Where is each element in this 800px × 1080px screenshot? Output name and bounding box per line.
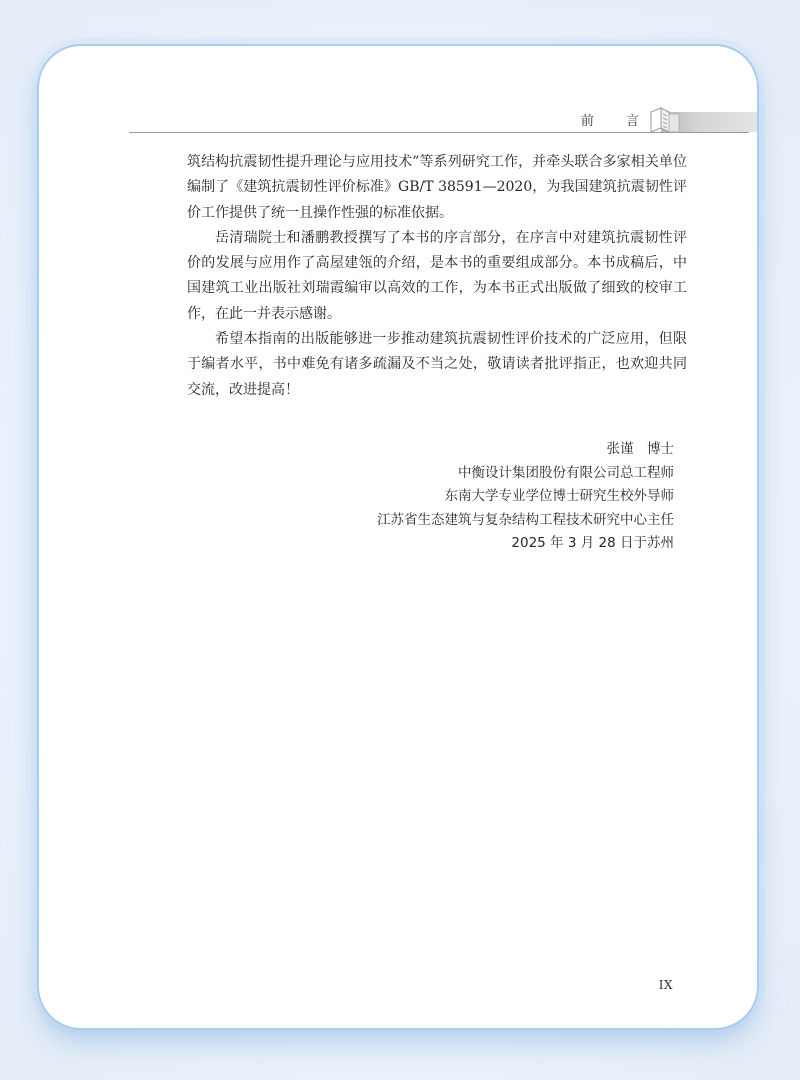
page-number: IX <box>658 978 673 992</box>
signature-date-place: 2025 年 3 月 28 日于苏州 <box>511 535 674 551</box>
paragraph-acknowledgement: 岳清瑞院士和潘鹏教授撰写了本书的序言部分，在序言中对建筑抗震韧性评价的发展与应用作了高屋建瓴的介绍，是本书的重要组成部分。本书成稿后，中国建筑工业出版社刘瑞霞编审以高效的工作，为本书正式出版做了细致的校审工作，在此一并表示感谢。 <box>187 229 687 322</box>
signature-center: 江苏省生态建筑与复杂结构工程技术研究中心主任 <box>377 511 674 528</box>
running-header-title: 前 言 <box>580 114 653 129</box>
signature-position: 中衡设计集团股份有限公司总工程师 <box>458 464 674 481</box>
signature-affiliation: 东南大学专业学位博士研究生校外导师 <box>444 488 674 504</box>
header-rule <box>129 132 749 133</box>
document-page <box>37 44 759 1030</box>
paragraph-closing: 希望本指南的出版能够进一步推动建筑抗震韧性评价技术的广泛应用，但限于编者水平，书中难免有诸多疏漏及不当之处，敬请读者批评指正，也欢迎共同交流，改进提高！ <box>187 331 687 398</box>
background-top-shadow <box>70 0 730 30</box>
signature-name: 张谨 博士 <box>606 441 674 457</box>
signature-block <box>377 438 674 556</box>
paragraph-continuation: 筑结构抗震韧性提升理论与应用技术”等系列研究工作，并牵头联合多家相关单位编制了《建筑抗震韧性评价标准》GB/T 38591—2020，为我国建筑抗震韧性评价工作提供了统一且操作性强的标准依据。 <box>187 154 687 221</box>
body-text <box>187 150 687 403</box>
